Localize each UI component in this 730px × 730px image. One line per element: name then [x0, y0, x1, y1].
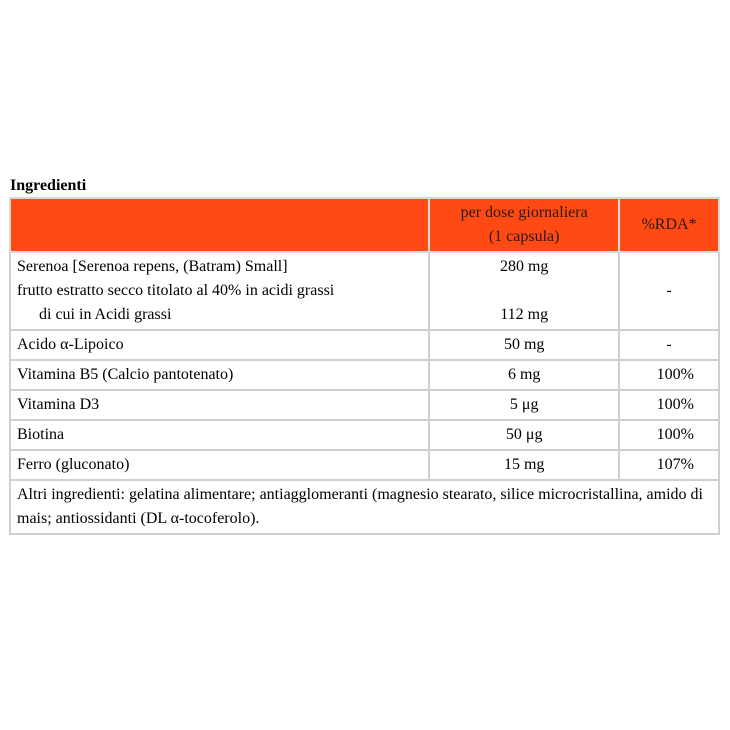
rda-cell: 100%: [619, 420, 719, 450]
header-dose-cell: [429, 198, 619, 252]
ingredient-name-cell: Biotina: [10, 420, 429, 450]
table-row: [10, 360, 719, 390]
ingredient-name-cell: [10, 252, 429, 330]
dose-cell: 50 mg: [429, 330, 619, 360]
rda-cell: 100%: [619, 360, 719, 390]
table-row: [10, 252, 719, 330]
dose-cell: [429, 252, 619, 330]
section-title: Ingredienti: [10, 177, 87, 194]
other-ingredients-note: Altri ingredienti: gelatina alimentare; antiagglomeranti (magnesio stearato, silice microcristallina, amido di mais; antiossidanti (DL α-tocoferolo).: [10, 480, 719, 534]
table-row: [10, 390, 719, 420]
table-header-row: [10, 198, 719, 252]
ingredients-table: [9, 197, 720, 535]
dose-cell: 50 μg: [429, 420, 619, 450]
table-row: [10, 330, 719, 360]
header-rda-cell: %RDA*: [619, 198, 719, 252]
ingredient-name-line: di cui in Acidi grassi: [39, 306, 172, 323]
table-footer-row: [10, 480, 719, 534]
ingredient-name-cell: Acido α-Lipoico: [10, 330, 429, 360]
dose-cell: 5 μg: [429, 390, 619, 420]
header-dose-line2: (1 capsula): [488, 228, 560, 245]
ingredient-name-line: Serenoa [Serenoa repens, (Batram) Small]: [17, 258, 288, 275]
header-dose-line1: per dose giornaliera: [460, 204, 588, 221]
dose-line: 112 mg: [500, 306, 549, 323]
table-row: [10, 420, 719, 450]
rda-cell: -: [619, 330, 719, 360]
dose-line: 280 mg: [499, 258, 549, 275]
ingredient-name-cell: Ferro (gluconato): [10, 450, 429, 480]
table-row: [10, 450, 719, 480]
dose-cell: 15 mg: [429, 450, 619, 480]
ingredient-name-cell: Vitamina B5 (Calcio pantotenato): [10, 360, 429, 390]
dose-cell: 6 mg: [429, 360, 619, 390]
rda-cell: -: [619, 252, 719, 330]
rda-cell: 100%: [619, 390, 719, 420]
header-ingredient-cell: [10, 198, 429, 252]
ingredient-name-cell: Vitamina D3: [10, 390, 429, 420]
rda-cell: 107%: [619, 450, 719, 480]
ingredient-name-line: frutto estratto secco titolato al 40% in acidi grassi: [17, 282, 335, 299]
